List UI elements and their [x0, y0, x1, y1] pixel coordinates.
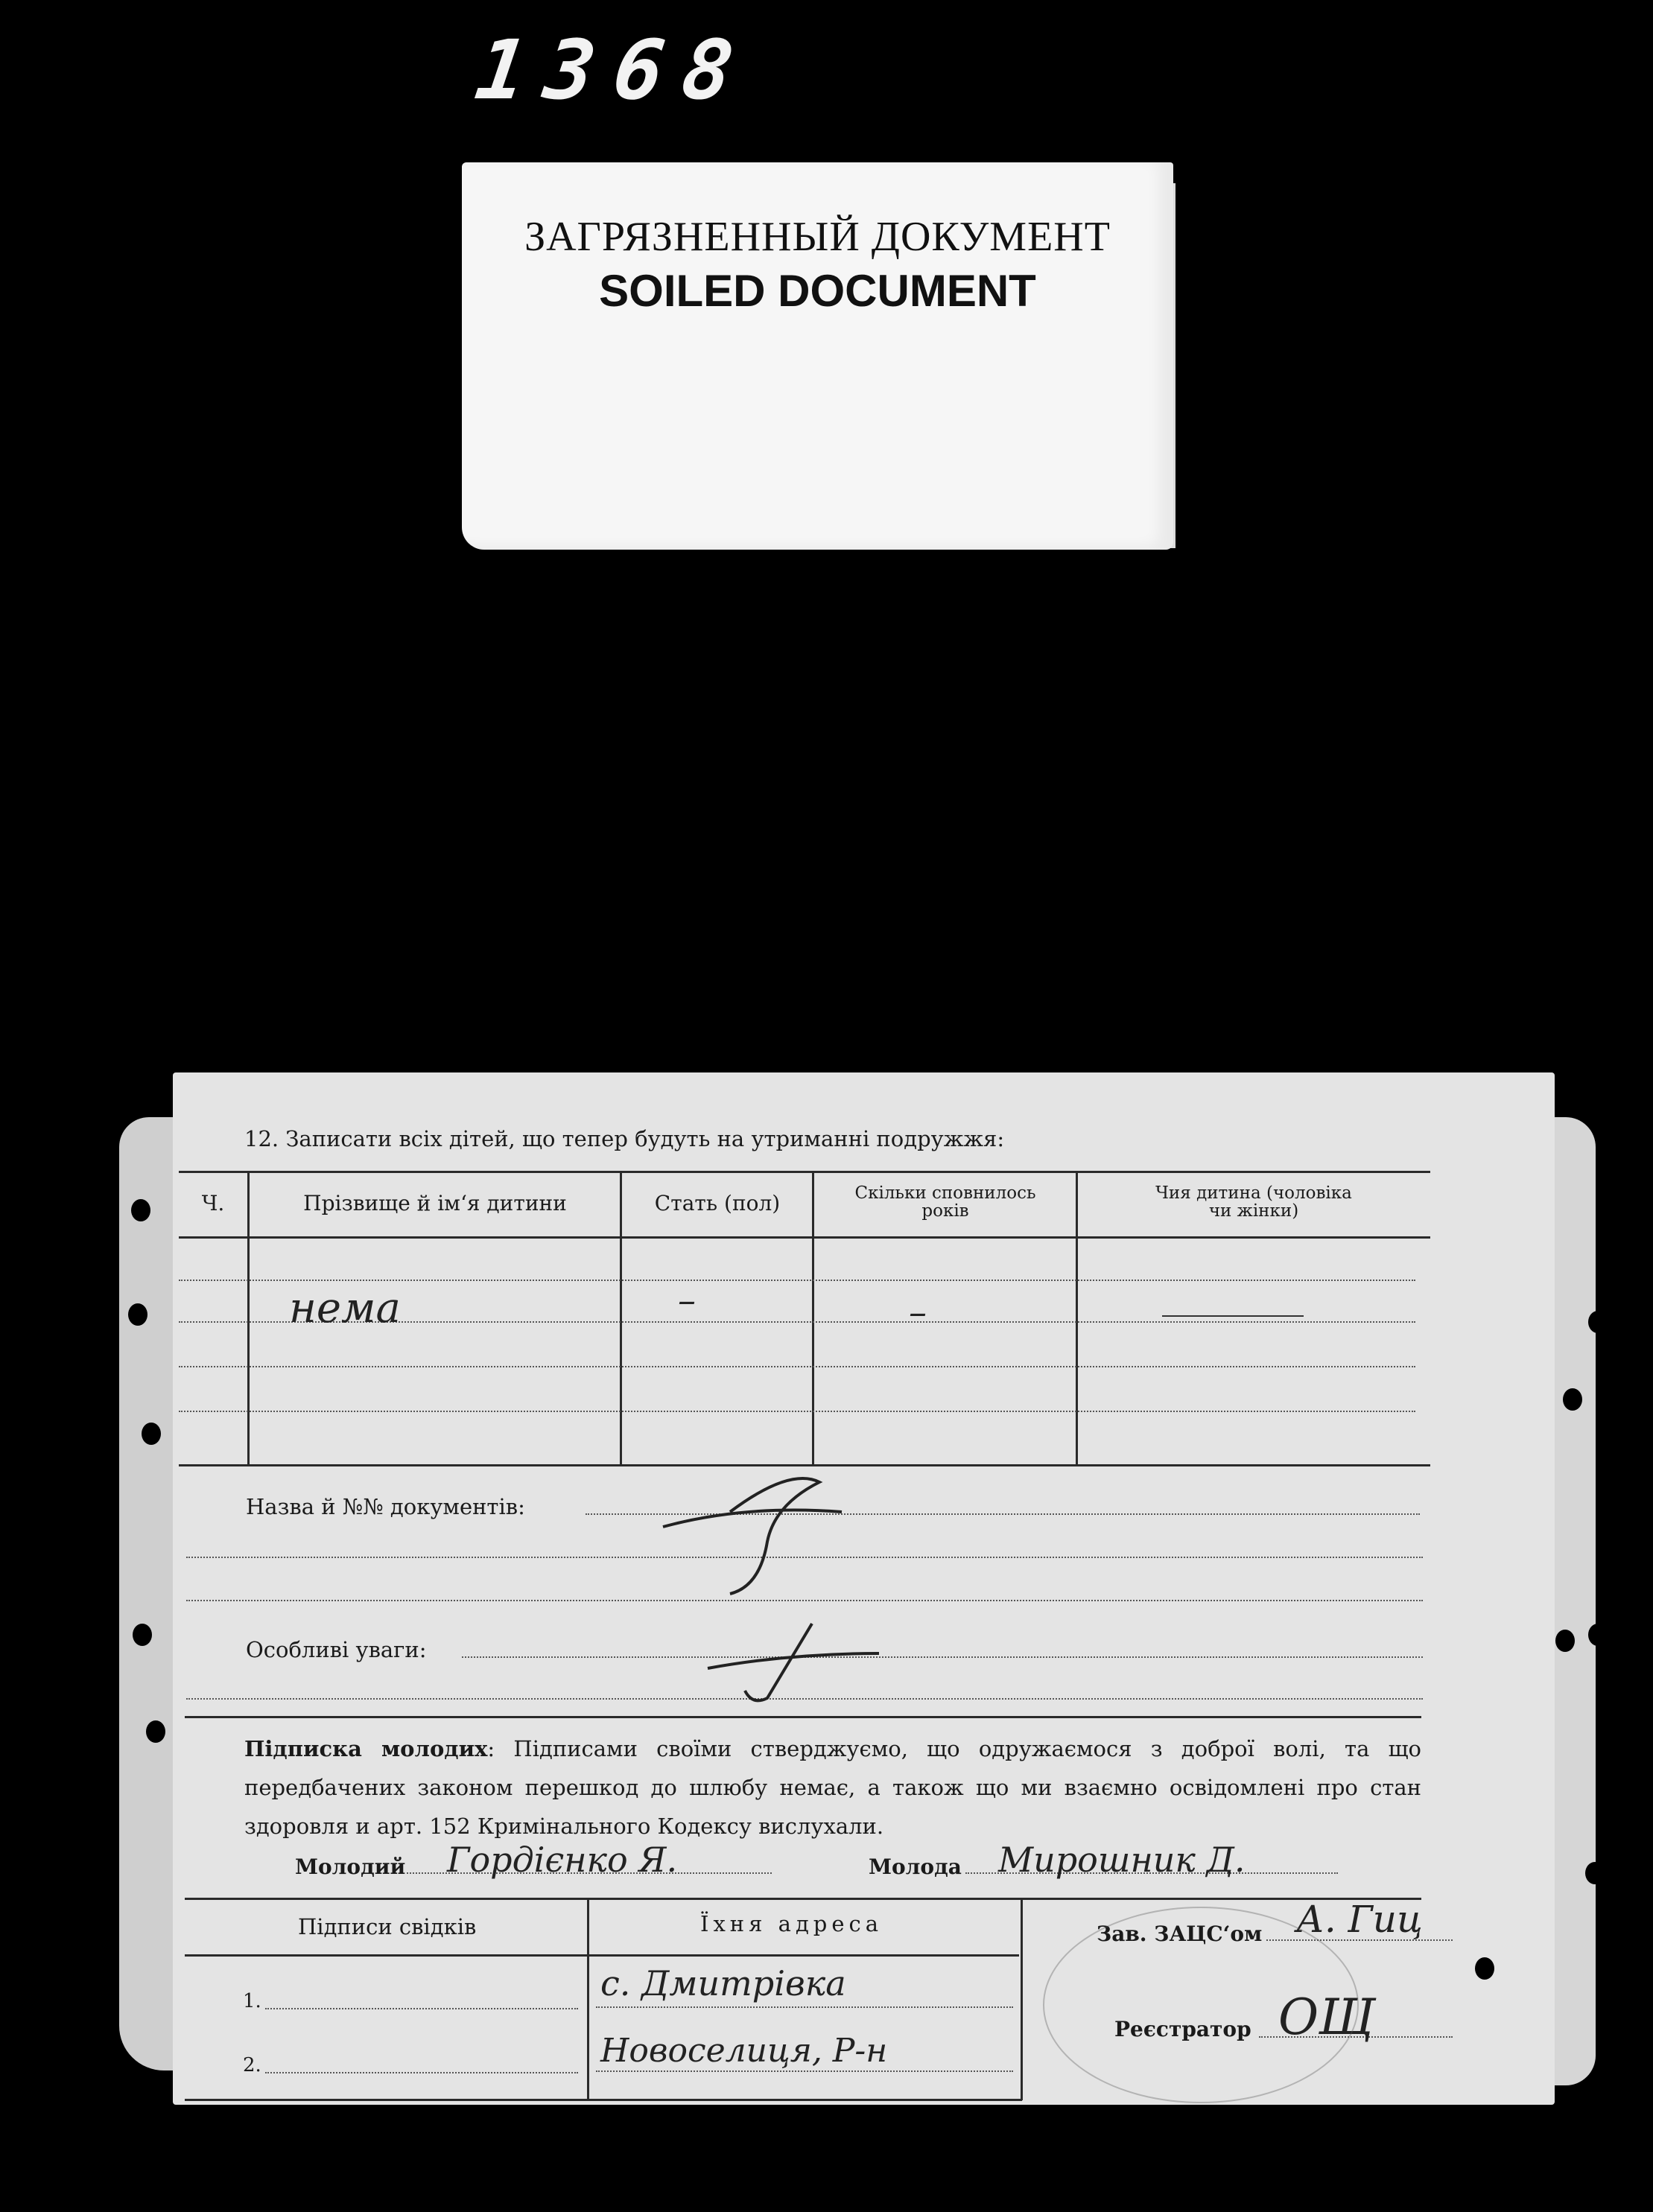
punch-hole — [1563, 1388, 1582, 1411]
table-col-divider — [247, 1172, 250, 1464]
section-12-title: 12. Записати всіх дітей, що тепер будуть на утриманні подружжя: — [244, 1126, 1005, 1151]
witnesses-header-border — [185, 1954, 1019, 1957]
punch-hole — [146, 1720, 165, 1743]
bride-signature: Мирошник Д. — [998, 1840, 1246, 1880]
witness-1-line — [265, 2008, 578, 2009]
table-top-border — [179, 1171, 1430, 1173]
label-english: SOILED DOCUMENT — [599, 266, 1036, 316]
witnesses-bottom-border — [185, 2099, 1022, 2101]
declaration-bold: Підписка молодих — [244, 1736, 488, 1761]
declaration-text: : Підписами своїми стверджуємо, що одружаємося з доброї волі, та що передбачених законом перешкод до шлюбу немає, а також що ми взаємно освідомлені про стан здоровля и арт. 152 Кримінального Кодексу вислухали. — [244, 1736, 1421, 1839]
documents-strikethrough-mark — [656, 1460, 879, 1609]
punch-hole — [133, 1624, 152, 1646]
remarks-label: Особливі уваги: — [246, 1637, 427, 1662]
address-header: Їхня адреса — [700, 1911, 883, 1936]
groom-signature: Гордієнко Я. — [447, 1840, 678, 1880]
address-1: с. Дмитрівка — [600, 1963, 846, 2003]
witnesses-col-divider — [587, 1899, 589, 2100]
col-header-whose-line2: чи жінки) — [1208, 1201, 1299, 1221]
table-header-border — [179, 1236, 1430, 1239]
registry-col-divider — [1021, 1899, 1023, 2100]
remarks-strikethrough-mark — [700, 1616, 894, 1713]
table-row-line — [179, 1280, 1415, 1281]
col-header-age-line2: років — [921, 1201, 969, 1221]
child-name-entry: нема — [289, 1284, 401, 1332]
registrar-label: Реєстратор — [1114, 2017, 1251, 2041]
whose-child-dash — [1162, 1315, 1304, 1317]
witness-2-line — [265, 2072, 578, 2073]
address-2: Новоселиця, Р-н — [600, 2032, 888, 2070]
punch-hole — [142, 1423, 161, 1445]
table-col-divider — [620, 1172, 622, 1464]
table-row-line — [179, 1411, 1415, 1412]
punch-hole — [1588, 1624, 1608, 1646]
declaration-top-border — [185, 1716, 1421, 1718]
witness-1-number: 1. — [243, 1990, 261, 2012]
child-sex-entry: – — [678, 1280, 696, 1321]
col-header-sex: Стать (пол) — [654, 1191, 781, 1215]
punch-hole — [1588, 1311, 1608, 1333]
table-row-line — [179, 1366, 1415, 1367]
frame-number: 1368 — [470, 22, 758, 118]
table-col-divider — [1076, 1172, 1078, 1464]
head-signature: А. Гиц — [1296, 1898, 1423, 1941]
witnesses-header: Підписи свідків — [298, 1914, 477, 1939]
punch-hole — [1555, 1630, 1575, 1652]
address-2-line — [596, 2070, 1013, 2072]
punch-hole — [128, 1303, 147, 1326]
col-header-name: Прізвище й ім‘я дитини — [303, 1191, 567, 1215]
punch-hole — [1585, 1862, 1605, 1884]
table-col-divider — [812, 1172, 814, 1464]
signatures-top-border — [185, 1898, 1421, 1900]
head-label: Зав. ЗАЦС‘ом — [1097, 1922, 1263, 1946]
soiled-document-label — [462, 162, 1173, 550]
declaration-paragraph — [244, 1729, 1421, 1846]
address-1-line — [596, 2006, 1013, 2008]
child-age-entry: – — [909, 1291, 927, 1333]
bride-label: Молода — [869, 1855, 962, 1879]
col-header-whose-line1: Чия дитина (чоловіка — [1155, 1183, 1352, 1203]
witness-2-number: 2. — [243, 2054, 261, 2076]
label-russian: ЗАГРЯЗНЕННЫЙ ДОКУМЕНТ — [524, 214, 1111, 260]
col-header-number: Ч. — [201, 1191, 225, 1215]
registrar-signature: ОЩ — [1278, 1989, 1375, 2046]
col-header-age-line1: Скільки сповнилось — [854, 1183, 1036, 1203]
remarks-line — [462, 1656, 1423, 1658]
faded-stamp — [1043, 1907, 1359, 2103]
punch-hole — [1475, 1957, 1494, 1980]
documents-label: Назва й №№ документів: — [246, 1494, 525, 1519]
punch-hole — [131, 1199, 150, 1221]
groom-label: Молодий — [295, 1855, 406, 1879]
